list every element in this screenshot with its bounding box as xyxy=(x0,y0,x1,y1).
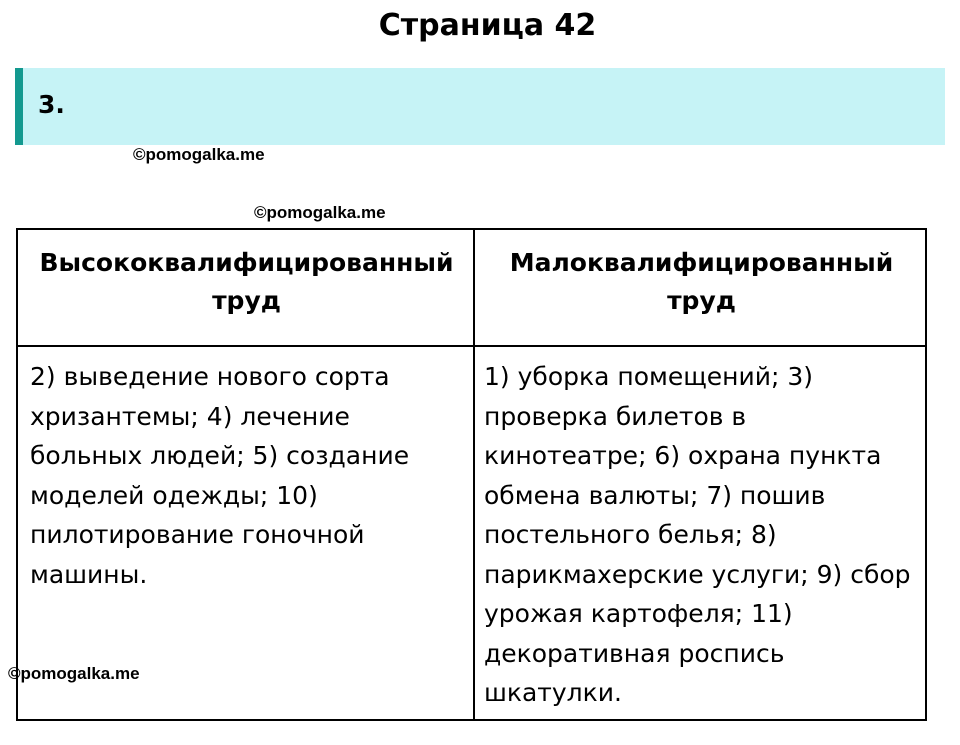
page-title: Страница 42 xyxy=(378,8,597,43)
watermark: ©pomogalka.me xyxy=(133,145,265,164)
task-banner xyxy=(15,68,945,145)
table-cell-high-skilled: 2) выведение нового сорта хризантемы; 4) лечение больных людей; 5) создание моделей одежды; 10) пилотирование гоночной машины. xyxy=(30,362,410,589)
answer-table xyxy=(16,228,927,721)
table-header-low-skilled: Малоквалифицированный труд xyxy=(509,248,894,315)
watermark: ©pomogalka.me xyxy=(8,664,140,683)
task-number: 3. xyxy=(38,90,65,119)
table-row-divider xyxy=(18,345,925,347)
watermark: ©pomogalka.me xyxy=(254,203,386,222)
table-header-high-skilled: Высококвалифицированный труд xyxy=(39,248,454,315)
table-column-divider xyxy=(473,230,475,719)
table-cell-low-skilled: 1) уборка помещений; 3) проверка билетов в кинотеатре; 6) охрана пункта обмена валюты; 7) пошив постельного белья; 8) парикмахерские услуги; 9) сбор урожая картофеля; 11) декоративная роспись шкатулки. xyxy=(484,362,911,707)
